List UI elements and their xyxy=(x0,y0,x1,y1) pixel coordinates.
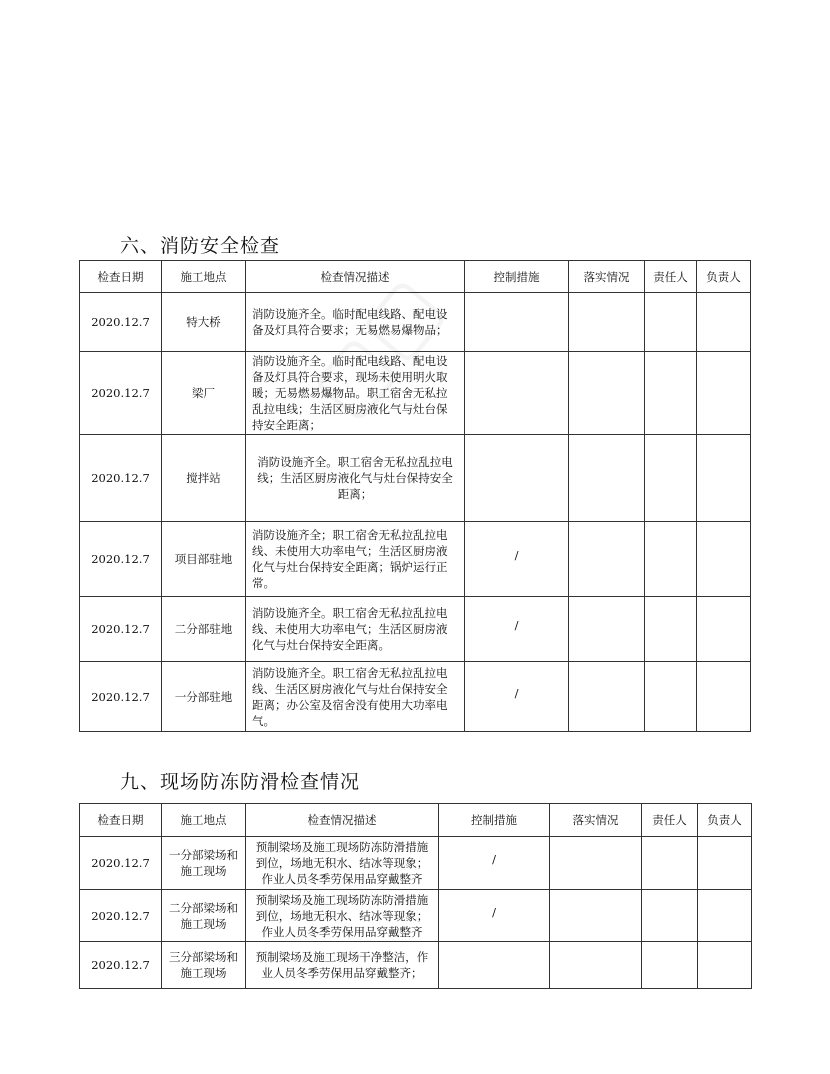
cell-control xyxy=(439,942,550,989)
cell-control xyxy=(465,352,569,435)
cell-implementation xyxy=(550,837,642,890)
cell-head xyxy=(698,837,752,890)
table-header-row xyxy=(80,261,751,293)
header-date: 检查日期 xyxy=(80,261,162,293)
cell-description: 预制梁场及施工现场干净整洁，作业人员冬季劳保用品穿戴整齐； xyxy=(246,942,439,989)
cell-head xyxy=(697,522,751,597)
cell-responsible xyxy=(645,293,697,352)
cell-date: 2020.12.7 xyxy=(80,597,162,662)
table-row xyxy=(80,293,751,352)
header-description: 检查情况描述 xyxy=(246,261,465,293)
cell-date: 2020.12.7 xyxy=(80,890,162,942)
header-responsible: 责任人 xyxy=(642,804,698,837)
cell-description: 预制梁场及施工现场防冻防滑措施到位，场地无积水、结冰等现象；作业人员冬季劳保用品穿戴整齐 xyxy=(246,890,439,942)
cell-location: 梁厂 xyxy=(162,352,246,435)
fire-safety-table xyxy=(79,260,751,732)
cell-location: 项目部驻地 xyxy=(162,522,246,597)
table-row xyxy=(80,597,751,662)
cell-date: 2020.12.7 xyxy=(80,435,162,522)
cell-description: 消防设施齐全。临时配电线路、配电设备及灯具符合要求，现场未使用明火取暖；无易燃易爆物品。职工宿舍无私拉乱拉电线；生活区厨房液化气与灶台保持安全距离； xyxy=(246,352,465,435)
cell-head xyxy=(697,352,751,435)
cell-responsible xyxy=(645,522,697,597)
cell-description: 消防设施齐全。职工宿舍无私拉乱拉电线、生活区厨房液化气与灶台保持安全距离；办公室及宿舍没有使用大功率电气。 xyxy=(246,662,465,732)
antifreeze-table xyxy=(79,803,752,989)
table-row xyxy=(80,942,752,989)
cell-control xyxy=(465,435,569,522)
table-row xyxy=(80,435,751,522)
header-control: 控制措施 xyxy=(439,804,550,837)
section-title-fire-safety: 六、消防安全检查 xyxy=(120,235,281,257)
cell-control: / xyxy=(439,837,550,890)
cell-description: 消防设施齐全。职工宿舍无私拉乱拉电线；生活区厨房液化气与灶台保持安全距离； xyxy=(246,435,465,522)
cell-control: / xyxy=(465,597,569,662)
cell-date: 2020.12.7 xyxy=(80,837,162,890)
cell-description: 消防设施齐全；职工宿舍无私拉乱拉电线、未使用大功率电气；生活区厨房液化气与灶台保持安全距离；锅炉运行正常。 xyxy=(246,522,465,597)
cell-responsible xyxy=(642,837,698,890)
cell-responsible xyxy=(645,597,697,662)
cell-head xyxy=(697,435,751,522)
cell-description: 预制梁场及施工现场防冻防滑措施到位，场地无积水、结冰等现象；作业人员冬季劳保用品穿戴整齐 xyxy=(246,837,439,890)
cell-control: / xyxy=(465,662,569,732)
cell-implementation xyxy=(569,435,645,522)
cell-control: / xyxy=(439,890,550,942)
cell-head xyxy=(698,942,752,989)
cell-location: 三分部梁场和施工现场 xyxy=(162,942,246,989)
header-location: 施工地点 xyxy=(162,261,246,293)
cell-responsible xyxy=(642,942,698,989)
cell-date: 2020.12.7 xyxy=(80,293,162,352)
cell-responsible xyxy=(645,435,697,522)
header-implementation: 落实情况 xyxy=(550,804,642,837)
cell-implementation xyxy=(569,522,645,597)
cell-head xyxy=(698,890,752,942)
cell-control xyxy=(465,293,569,352)
table-row xyxy=(80,890,752,942)
cell-location: 一分部梁场和施工现场 xyxy=(162,837,246,890)
table-row xyxy=(80,837,752,890)
table-row xyxy=(80,662,751,732)
header-description: 检查情况描述 xyxy=(246,804,439,837)
cell-head xyxy=(697,662,751,732)
cell-head xyxy=(697,293,751,352)
header-location: 施工地点 xyxy=(162,804,246,837)
cell-location: 一分部驻地 xyxy=(162,662,246,732)
header-implementation: 落实情况 xyxy=(569,261,645,293)
cell-implementation xyxy=(569,597,645,662)
cell-responsible xyxy=(645,352,697,435)
section-title-antifreeze: 九、现场防冻防滑检查情况 xyxy=(120,771,361,793)
cell-description: 消防设施齐全。职工宿舍无私拉乱拉电线、未使用大功率电气；生活区厨房液化气与灶台保持安全距离。 xyxy=(246,597,465,662)
cell-date: 2020.12.7 xyxy=(80,662,162,732)
cell-implementation xyxy=(550,942,642,989)
cell-location: 特大桥 xyxy=(162,293,246,352)
cell-description: 消防设施齐全。临时配电线路、配电设备及灯具符合要求；无易燃易爆物品； xyxy=(246,293,465,352)
cell-location: 二分部梁场和施工现场 xyxy=(162,890,246,942)
cell-implementation xyxy=(569,662,645,732)
header-date: 检查日期 xyxy=(80,804,162,837)
header-control: 控制措施 xyxy=(465,261,569,293)
cell-date: 2020.12.7 xyxy=(80,522,162,597)
cell-implementation xyxy=(550,890,642,942)
cell-implementation xyxy=(569,352,645,435)
cell-responsible xyxy=(642,890,698,942)
cell-date: 2020.12.7 xyxy=(80,352,162,435)
table-row xyxy=(80,352,751,435)
header-head: 负责人 xyxy=(697,261,751,293)
cell-implementation xyxy=(569,293,645,352)
header-responsible: 责任人 xyxy=(645,261,697,293)
cell-location: 搅拌站 xyxy=(162,435,246,522)
cell-control: / xyxy=(465,522,569,597)
table-header-row xyxy=(80,804,752,837)
cell-date: 2020.12.7 xyxy=(80,942,162,989)
cell-head xyxy=(697,597,751,662)
table-row xyxy=(80,522,751,597)
cell-responsible xyxy=(645,662,697,732)
header-head: 负责人 xyxy=(698,804,752,837)
cell-location: 二分部驻地 xyxy=(162,597,246,662)
